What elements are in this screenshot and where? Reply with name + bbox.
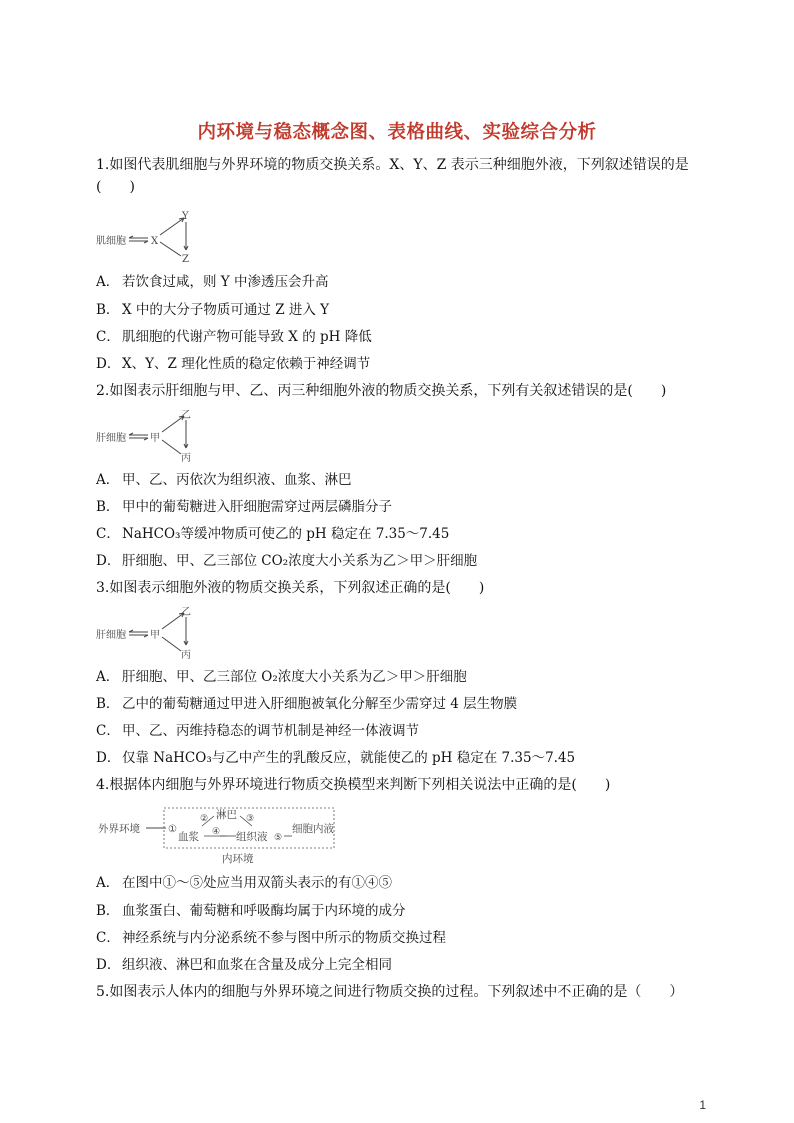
question-4-option-b: B． 血浆蛋白、葡萄糖和呼吸酶均属于内环境的成分 <box>96 903 406 919</box>
question-4-option-d: D． 组织液、淋巴和血浆在含量及成分上完全相同 <box>96 957 392 973</box>
diagram-tissue-label: 组织液 <box>236 831 268 843</box>
diagram-n5-label: ⑤ <box>274 833 283 843</box>
diagram-cell-label: 肝细胞 <box>96 630 126 641</box>
question-3-option-a: A． 肝细胞、甲、乙三部位 O₂浓度大小关系为乙＞甲＞肝细胞 <box>96 669 467 685</box>
question-3-stem: 3.如图表示细胞外液的物质交换关系，下列叙述正确的是( ) <box>96 580 485 596</box>
question-2-option-a: A． 甲、乙、丙依次为组织液、血浆、淋巴 <box>96 472 352 488</box>
question-3-diagram <box>96 605 206 661</box>
question-1-diagram <box>96 210 206 266</box>
question-2-option-b: B． 甲中的葡萄糖进入肝细胞需穿过两层磷脂分子 <box>96 499 392 515</box>
diagram-bottom-label: Z <box>182 254 189 265</box>
question-1-option-c: C． 肌细胞的代谢产物可能导致 X 的 pH 降低 <box>96 329 372 345</box>
diagram-plasma-label: 血浆 <box>178 831 199 843</box>
diagram-inside-label: 细胞内液 <box>292 823 334 835</box>
question-4-diagram <box>96 804 356 866</box>
question-4-option-c: C． 神经系统与内分泌系统不参与图中所示的物质交换过程 <box>96 930 446 946</box>
question-3-option-d: D． 仅靠 NaHCO₃与乙中产生的乳酸反应，就能使乙的 pH 稳定在 7.35～7.45 <box>96 750 576 766</box>
diagram-cell-label: 肝细胞 <box>96 433 126 444</box>
diagram-n4-label: ④ <box>212 827 221 837</box>
diagram-env-label: 内环境 <box>222 853 254 865</box>
question-4-option-a: A． 在图中①～⑤处应当用双箭头表示的有①④⑤ <box>96 875 392 891</box>
page-title: 内环境与稳态概念图、表格曲线、实验综合分析 <box>197 122 597 143</box>
question-1-option-b: B． X 中的大分子物质可通过 Z 进入 Y <box>96 302 330 318</box>
diagram-n3-label: ③ <box>246 814 255 824</box>
diagram-n1-label: ① <box>168 824 177 835</box>
diagram-top-label: 乙 <box>181 607 191 618</box>
question-2-option-c: C． NaHCO₃等缓冲物质可使乙的 pH 稳定在 7.35～7.45 <box>96 526 450 542</box>
question-3-option-c: C． 甲、乙、丙维持稳态的调节机制是神经一体液调节 <box>96 723 419 739</box>
diagram-center-label: 甲 <box>150 433 160 444</box>
question-1-stem: 1.如图代表肌细胞与外界环境的物质交换关系。X、Y、Z 表示三种细胞外液，下列叙述错误的是( ) <box>96 157 689 195</box>
question-4-stem: 4.根据体内细胞与外界环境进行物质交换模型来判断下列相关说法中正确的是( ) <box>96 777 611 793</box>
diagram-top-label: 乙 <box>181 410 191 421</box>
diagram-outside-label: 外界环境 <box>98 823 140 835</box>
question-3-option-b: B． 乙中的葡萄糖通过甲进入肝细胞被氧化分解至少需穿过 4 层生物膜 <box>96 696 518 712</box>
page-number: 1 <box>699 1098 706 1112</box>
diagram-bottom-label: 丙 <box>181 650 191 661</box>
question-2-option-d: D． 肝细胞、甲、乙三部位 CO₂浓度大小关系为乙＞甲＞肝细胞 <box>96 553 478 569</box>
diagram-center-label: X <box>151 236 159 247</box>
question-1-option-a: A． 若饮食过咸，则 Y 中渗透压会升高 <box>96 274 329 290</box>
diagram-center-label: 甲 <box>150 630 160 641</box>
question-2-stem: 2.如图表示肝细胞与甲、乙、丙三种细胞外液的物质交换关系，下列有关叙述错误的是( ) <box>96 383 667 399</box>
diagram-n2-label: ② <box>200 814 209 824</box>
diagram-lymph-label: 淋巴 <box>216 809 237 821</box>
diagram-cell-label: 肌细胞 <box>96 236 126 247</box>
question-1-option-d: D． X、Y、Z 理化性质的稳定依赖于神经调节 <box>96 356 371 372</box>
diagram-top-label: Y <box>182 211 189 222</box>
question-2-diagram <box>96 408 206 464</box>
question-5-stem: 5.如图表示人体内的细胞与外界环境之间进行物质交换的过程。下列叙述中不正确的是（ ） <box>96 984 684 1000</box>
diagram-bottom-label: 丙 <box>181 453 191 464</box>
